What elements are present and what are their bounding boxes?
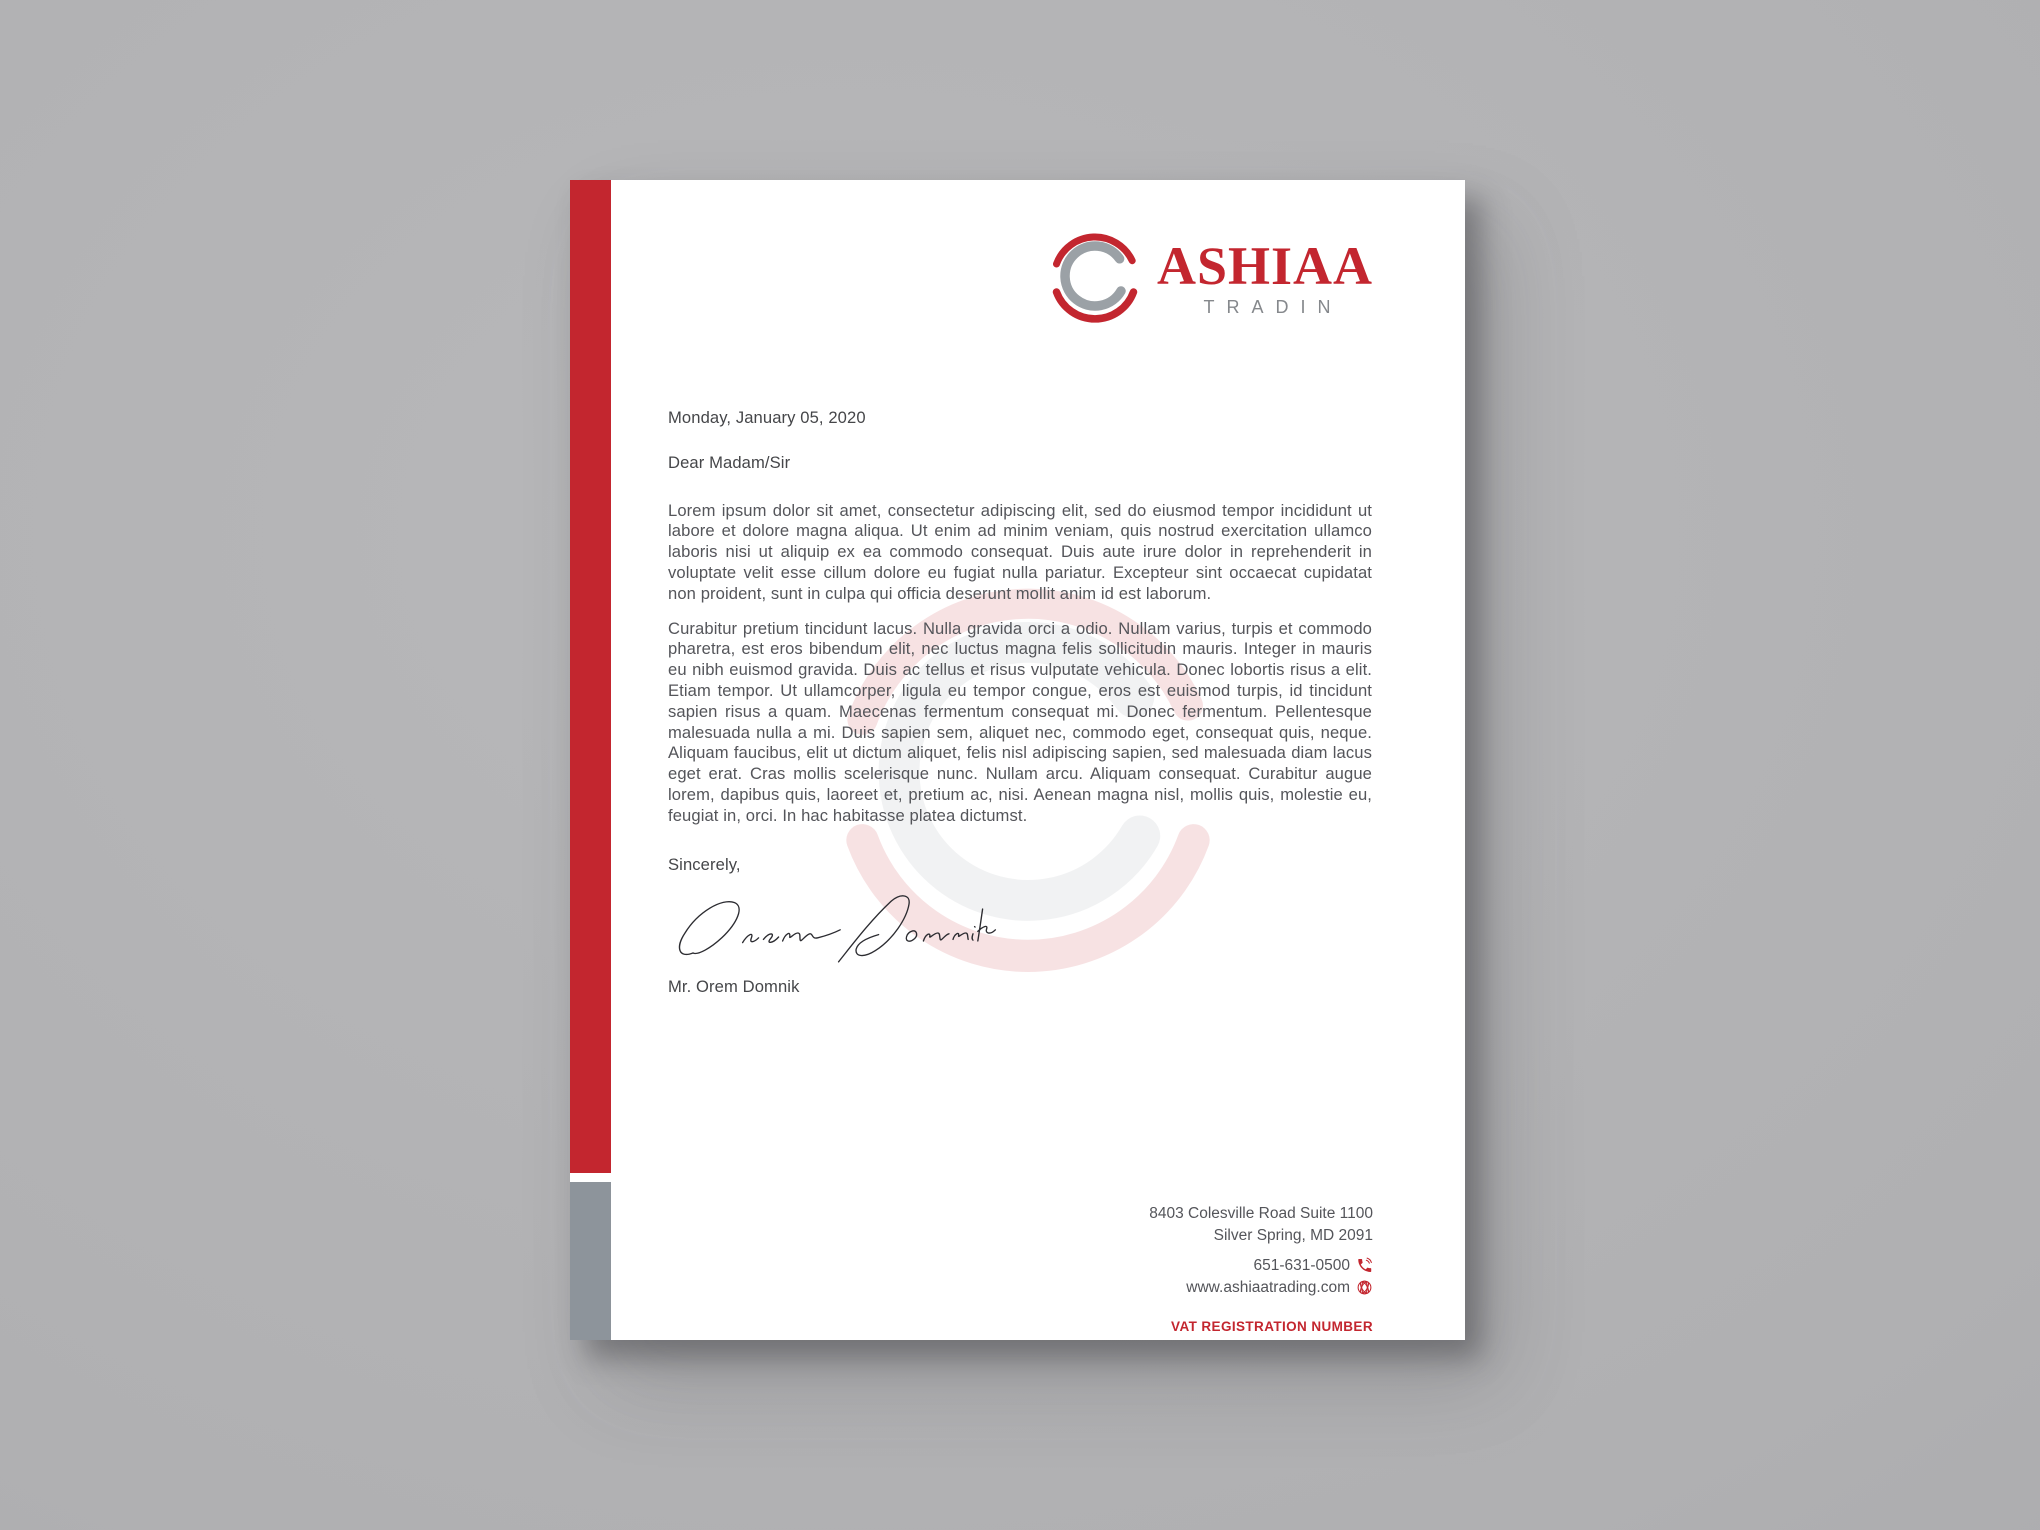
paragraph: Curabitur pretium tincidunt lacus. Nulla gravida orci a odio. Nullam varius, turpis et commodo pharetra, est eros bibendum elit, nec luctus magna felis sollicitudin mauris. Integer in mauris eu nibh euismod gravida. Duis ac tellus et risus vulputate vehicula. Donec lobortis risus a elit. Etiam tempor. Ut ullamcorper, ligula eu tempor congue, eros est euismod turpis, id tincidunt sapien risus a quam. Maecenas fermentum consequat mi. Donec fermentum. Pellentesque malesuada nulla a mi. Duis sapien sem, aliquet nec, commodo eget, consequat quis, neque. Aliquam faucibus, elit ut dictum aliquet, felis nisl adipiscing sapien, sed malesuada diam lacus eget erat. Cras mollis scelerisque nunc. Nullam arcu. Aliquam consequat. Curabitur augue lorem, dapibus quis, laoreet et, pretium ac, nisi. Aenean magna nisl, mollis quis, molestie eu, feugiat in, orci. In hac habitasse platea dictumst.	[668, 618, 1372, 825]
globe-icon	[1356, 1279, 1373, 1296]
website-url: www.ashiaatrading.com	[1186, 1278, 1350, 1296]
left-gray-stripe	[570, 1182, 611, 1340]
logo-text	[1156, 235, 1373, 318]
address-line: 8403 Colesville Road Suite 1100	[1149, 1205, 1373, 1222]
signer-name: Mr. Orem Domnik	[668, 977, 800, 997]
company-tagline: TRADIN	[1203, 296, 1343, 317]
letter-body	[668, 408, 1372, 998]
phone-icon	[1356, 1257, 1373, 1274]
signature-script	[668, 885, 998, 965]
website-line	[1149, 1277, 1373, 1299]
left-red-stripe	[570, 180, 611, 1173]
letter-date: Monday, January 05, 2020	[668, 408, 866, 427]
logo-swirl-icon	[1045, 228, 1145, 328]
closing: Sincerely,	[668, 854, 741, 874]
letter-footer	[1149, 1203, 1373, 1338]
letter-page	[570, 180, 1465, 1340]
phone-number: 651-631-0500	[1253, 1257, 1350, 1274]
company-name: ASHIAA	[1156, 235, 1373, 296]
paragraph: Lorem ipsum dolor sit amet, consectetur adipiscing elit, sed do eiusmod tempor incididunt ut labore et dolore magna aliqua. Ut enim ad minim veniam, quis nostrud exercitation ullamco laboris nisi ut aliquip ex ea commodo consequat. Duis aute irure dolor in reprehenderit in voluptate velit esse cillum dolore eu fugiat nulla pariatur. Excepteur sint occaecat cupidatat non proident, sunt in culpa qui officia deserunt mollit anim id est laborum.	[668, 500, 1372, 603]
phone-line	[1149, 1255, 1373, 1277]
vat-registration-label: VAT REGISTRATION NUMBER	[1171, 1319, 1373, 1334]
company-logo	[1045, 228, 1373, 328]
address-line: Silver Spring, MD 2091	[1213, 1226, 1373, 1244]
salutation: Dear Madam/Sir	[668, 452, 791, 472]
